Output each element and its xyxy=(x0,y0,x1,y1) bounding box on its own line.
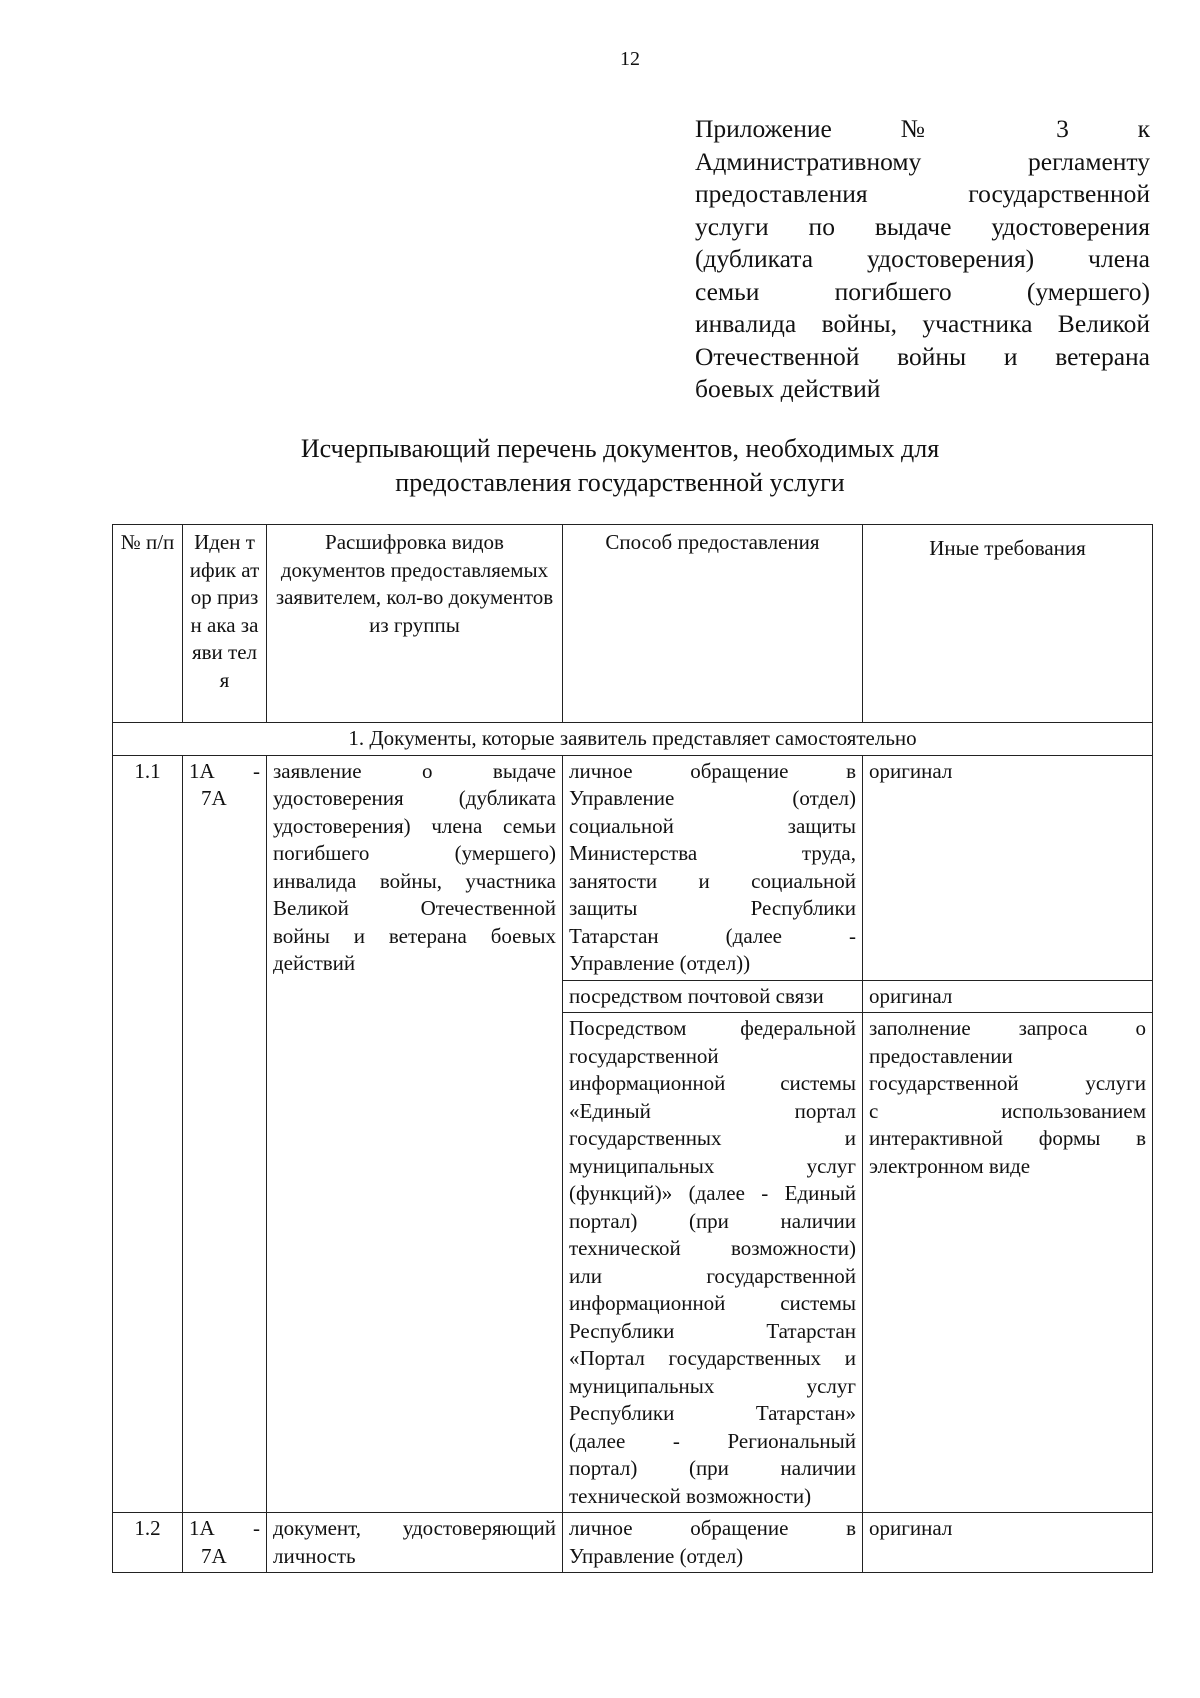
appendix-line: Приложение № 3 к xyxy=(695,114,1150,143)
table-row xyxy=(113,755,1153,980)
other-line: предоставлении xyxy=(869,1043,1013,1068)
other-requirement: оригинал xyxy=(863,1513,1153,1573)
identifier-line: 7А xyxy=(201,786,227,810)
method-line: муниципальных услуг xyxy=(569,1153,856,1178)
method-line: государственной xyxy=(569,1043,719,1068)
method-line: Посредством федеральной xyxy=(569,1016,856,1040)
method-line: «Единый портал xyxy=(569,1098,856,1123)
header-identifier: Иден тифик атор призн ака заяви теля xyxy=(183,525,267,723)
method-line: портал) (при наличии xyxy=(569,1456,856,1480)
method-in-person xyxy=(563,1513,863,1573)
method-line: информационной системы xyxy=(569,1071,856,1095)
doc-line: погибшего (умершего) xyxy=(273,841,556,865)
identifier-line: 7А xyxy=(201,1543,227,1568)
header-method: Способ предоставления xyxy=(563,525,863,723)
method-line: технической возможности) xyxy=(569,1236,856,1260)
method-line: портал) (при наличии xyxy=(569,1208,856,1233)
method-line: Управление (отдел)) xyxy=(569,951,751,975)
documents-table xyxy=(112,524,1153,1573)
document-title-line: Исчерпывающий перечень документов, необходимых для xyxy=(300,434,940,463)
method-line: или государственной xyxy=(569,1263,856,1288)
row-documents xyxy=(267,755,563,1513)
method-online xyxy=(563,1013,863,1513)
other-line: государственной услуги xyxy=(869,1071,1146,1095)
method-line: социальной защиты xyxy=(569,813,856,838)
other-line: электронном виде xyxy=(869,1153,1031,1178)
doc-line: удостоверения (дубликата xyxy=(273,786,556,810)
row-identifier xyxy=(183,755,267,1513)
method-line: государственных и xyxy=(569,1126,856,1150)
method-line: (далее - Региональный xyxy=(569,1428,856,1453)
other-requirement xyxy=(863,1013,1153,1513)
doc-line: заявление о выдаче xyxy=(273,758,556,783)
method-line: личное обращение в xyxy=(569,1516,856,1540)
method-line: «Портал государственных и xyxy=(569,1346,856,1370)
row-identifier xyxy=(183,1513,267,1573)
method-post: посредством почтовой связи xyxy=(563,980,863,1013)
header-documents: Расшифровка видов документов предоставляемых заявителем, кол-во документов из группы xyxy=(267,525,563,723)
document-title-line: предоставления государственной услуги xyxy=(395,468,845,497)
table-row xyxy=(113,1513,1153,1573)
method-line: Татарстан (далее - xyxy=(569,923,856,948)
method-line: Республики Татарстан xyxy=(569,1318,856,1343)
appendix-line: семьи погибшего (умершего) xyxy=(695,276,1150,306)
appendix-line: (дубликата удостоверения) члена xyxy=(695,244,1150,273)
identifier-line: 1А - xyxy=(189,758,260,783)
appendix-line: Административному регламенту xyxy=(695,146,1150,176)
appendix-header xyxy=(695,113,1150,406)
document-title xyxy=(250,432,990,500)
doc-line: инвалида войны, участника xyxy=(273,868,556,893)
doc-line: действий xyxy=(273,951,356,975)
method-in-person xyxy=(563,755,863,980)
method-line: защиты Республики xyxy=(569,896,856,920)
appendix-line: Отечественной войны и ветерана xyxy=(695,341,1150,371)
method-line: технической возможности) xyxy=(569,1483,812,1508)
doc-line: Великой Отечественной xyxy=(273,896,556,920)
header-other: Иные требования xyxy=(863,525,1153,723)
method-line: личное обращение в xyxy=(569,758,856,783)
row-documents xyxy=(267,1513,563,1573)
method-line: Республики Татарстан» xyxy=(569,1401,856,1425)
doc-line: войны и ветерана боевых xyxy=(273,923,556,948)
appendix-line: боевых действий xyxy=(695,374,881,403)
doc-line: личность xyxy=(273,1543,356,1568)
other-line: с использованием xyxy=(869,1098,1146,1123)
method-line: Министерства труда, xyxy=(569,841,856,865)
doc-line: удостоверения) члена семьи xyxy=(273,813,556,838)
appendix-line: предоставления государственной xyxy=(695,179,1150,208)
section-row xyxy=(113,723,1153,756)
method-line: Управление (отдел) xyxy=(569,786,856,810)
doc-line: документ, удостоверяющий xyxy=(273,1516,556,1540)
identifier-line: 1А - xyxy=(189,1516,260,1540)
page-number: 12 xyxy=(620,48,640,70)
method-line: занятости и социальной xyxy=(569,868,856,893)
method-line: муниципальных услуг xyxy=(569,1373,856,1398)
method-line: Управление (отдел) xyxy=(569,1543,744,1568)
header-num: № п/п xyxy=(113,525,183,723)
method-line: информационной системы xyxy=(569,1291,856,1315)
other-line: интерактивной формы в xyxy=(869,1126,1146,1150)
row-number: 1.1 xyxy=(113,755,183,1513)
table-header-row xyxy=(113,525,1153,723)
method-line: (функций)» (далее - Единый xyxy=(569,1181,856,1205)
other-requirement: оригинал xyxy=(863,755,1153,980)
appendix-line: услуги по выдаче удостоверения xyxy=(695,211,1150,241)
other-line: заполнение запроса о xyxy=(869,1016,1146,1040)
section-title: 1. Документы, которые заявитель представляет самостоятельно xyxy=(113,723,1153,756)
row-number: 1.2 xyxy=(113,1513,183,1573)
appendix-line: инвалида войны, участника Великой xyxy=(695,309,1150,338)
other-requirement: оригинал xyxy=(863,980,1153,1013)
